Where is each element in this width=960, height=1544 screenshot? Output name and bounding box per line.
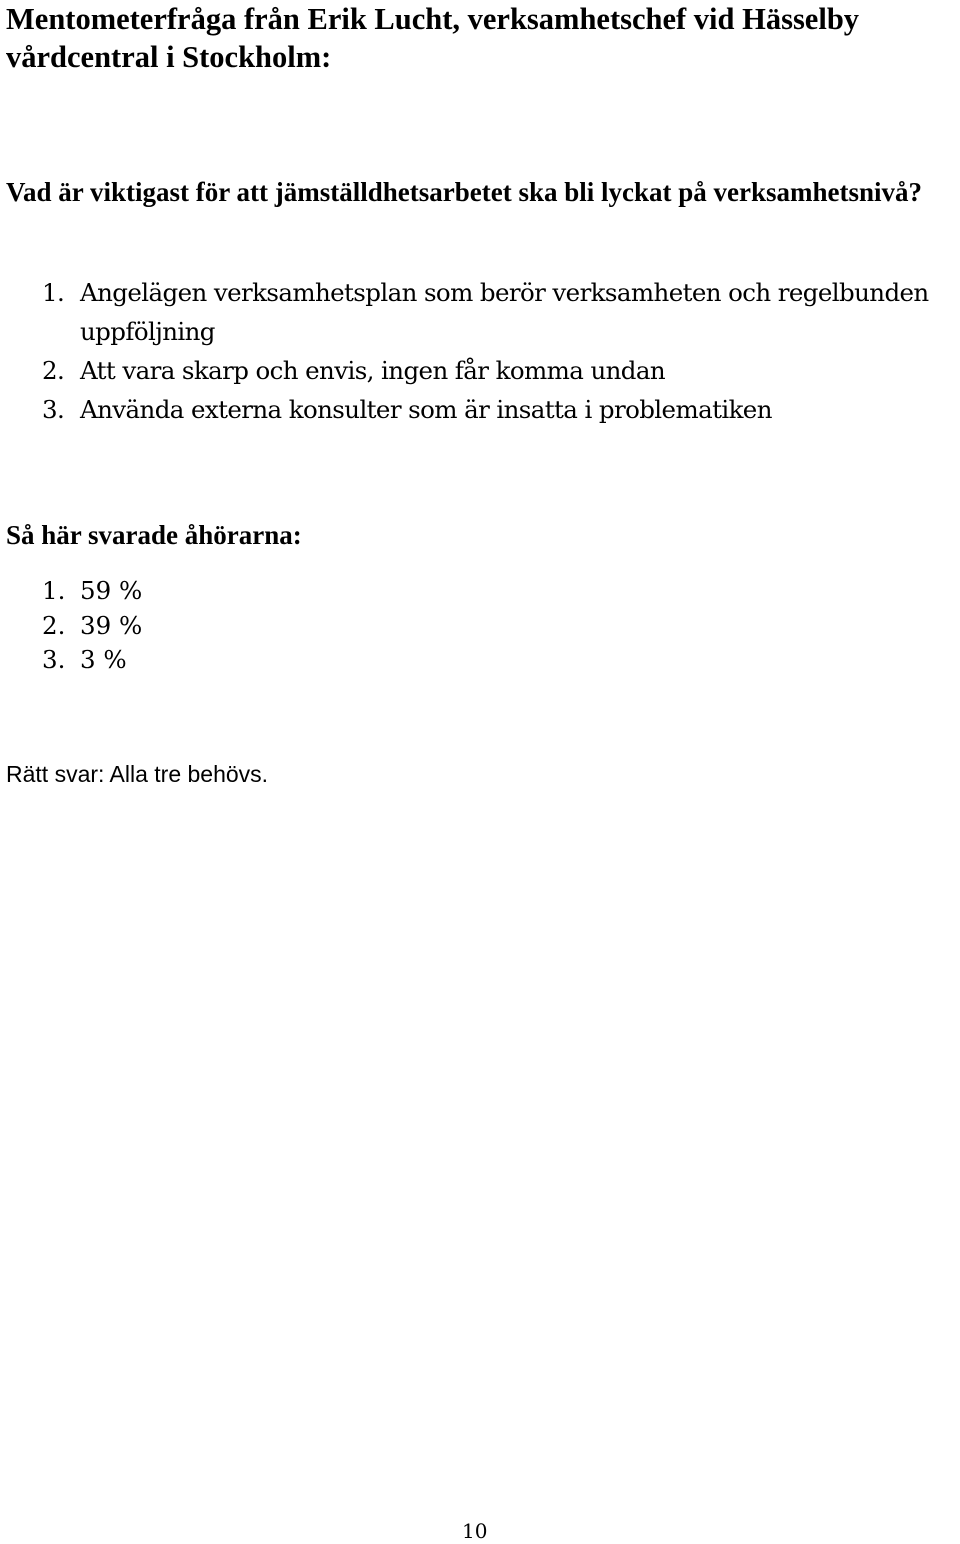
result-value: 59 % <box>80 576 143 605</box>
option-number: 3. <box>42 395 65 424</box>
result-number: 1. <box>42 576 66 605</box>
results-list <box>0 574 400 678</box>
result-value: 3 % <box>80 645 127 674</box>
option-number: 2. <box>42 356 65 385</box>
result-value: 39 % <box>80 610 143 640</box>
answers-heading: Så här svarade åhörarna: <box>6 520 302 550</box>
option-item <box>0 390 960 429</box>
result-item <box>0 574 400 609</box>
options-list <box>0 273 960 429</box>
page-title: Mentometerfråga från Erik Lucht, verksamhetschef vid Hässelby vårdcentral i Stockholm: <box>6 2 860 74</box>
question-heading: Vad är viktigast för att jämställdhetsarbetet ska bli lyckat på verksamhetsnivå? <box>6 177 923 207</box>
option-item <box>0 351 960 390</box>
option-text: Att vara skarp och envis, ingen får komma undan <box>80 356 666 385</box>
option-text: Angelägen verksamhetsplan som berör verksamheten och regelbunden uppföljning <box>80 278 929 346</box>
option-number: 1. <box>42 278 65 307</box>
result-number: 3. <box>42 645 66 674</box>
result-item <box>0 643 400 678</box>
result-number: 2. <box>42 610 66 640</box>
result-item <box>0 609 400 644</box>
correct-answer: Rätt svar: Alla tre behövs. <box>6 761 269 787</box>
option-text: Använda externa konsulter som är insatta i problematiken <box>80 395 772 424</box>
option-item <box>0 273 960 351</box>
page-number: 10 <box>462 1519 488 1543</box>
